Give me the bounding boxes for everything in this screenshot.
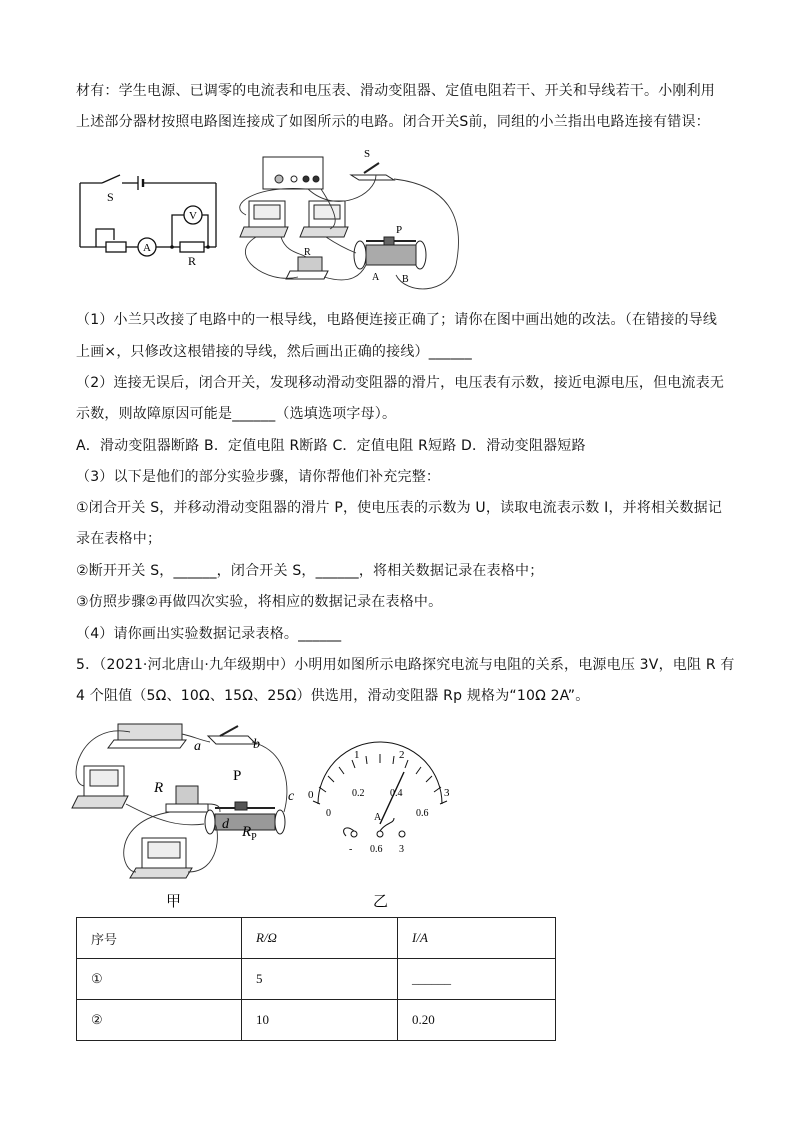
question-1-line-2: 上画×，只修改这根错接的导线，然后画出正确的接线）______ bbox=[76, 344, 472, 360]
scale-top-2: 2 bbox=[399, 749, 405, 761]
apparatus-label-b: B bbox=[402, 274, 409, 285]
scale-top-3: 3 bbox=[444, 787, 450, 799]
table-header-row bbox=[77, 918, 556, 959]
caption-yi: 乙 bbox=[373, 894, 389, 910]
scale-bottom-0: 0 bbox=[326, 808, 331, 819]
label-p: P bbox=[233, 768, 242, 784]
row-2-i: 0.20 bbox=[398, 1000, 556, 1041]
meter-dial bbox=[314, 742, 446, 812]
row-1-i: ______ bbox=[398, 959, 556, 1000]
scale-bottom-1: 0.2 bbox=[352, 788, 365, 799]
problem-5-line-2: 4 个阻值（5Ω、10Ω、15Ω、25Ω）供选用，滑动变阻器 Rp 规格为“10Ω 2A”。 bbox=[76, 688, 590, 704]
figure-circuit-2 bbox=[70, 712, 470, 912]
label-c: c bbox=[288, 789, 295, 804]
row-2-no: ② bbox=[77, 1000, 242, 1041]
paragraph-materials-1: 材有：学生电源、已调零的电流表和电压表、滑动变阻器、定值电阻若干、开关和导线若干。小刚利用 bbox=[76, 83, 715, 99]
question-3-intro: （3）以下是他们的部分实验步骤，请你帮他们补充完整： bbox=[76, 469, 441, 485]
caption-jia: 甲 bbox=[166, 894, 182, 910]
apparatus-label-a: A bbox=[372, 272, 380, 283]
apparatus-drawing bbox=[240, 157, 426, 279]
table-row bbox=[77, 959, 556, 1000]
schematic-label-v: V bbox=[189, 210, 197, 222]
question-4: （4）请你画出实验数据记录表格。______ bbox=[76, 626, 342, 642]
step-1-line-1: ①闭合开关 S，并移动滑动变阻器的滑片 P，使电压表的示数为 U，读取电流表示数 I，并将相关数据记 bbox=[76, 500, 723, 516]
problem-5-line-1: 5．（2021·河北唐山·九年级期中）小明用如图所示电路探究电流与电阻的关系，电源电压 3V，电阻 R 有 bbox=[76, 657, 735, 673]
question-2-options: A．滑动变阻器断路 B．定值电阻 R断路 C．定值电阻 R短路 D．滑动变阻器短路 bbox=[76, 438, 586, 454]
apparatus-label-p: P bbox=[396, 224, 403, 236]
scale-bottom-2: 0.4 bbox=[390, 788, 403, 799]
label-a: a bbox=[194, 739, 201, 754]
schematic-label-s: S bbox=[107, 190, 114, 204]
label-r: R bbox=[154, 780, 164, 796]
figure-circuit-1 bbox=[76, 145, 476, 295]
step-2: ②断开开关 S，______，闭合开关 S，______，将相关数据记录在表格中； bbox=[76, 563, 544, 579]
step-1-line-2: 录在表格中； bbox=[76, 531, 162, 547]
schematic-label-a: A bbox=[143, 242, 151, 254]
apparatus-label-r: R bbox=[304, 247, 311, 258]
row-1-r: 5 bbox=[242, 959, 398, 1000]
question-2-line-1: （2）连接无误后，闭合开关，发现移动滑动变阻器的滑片，电压表有示数，接近电源电压，但电流表无 bbox=[76, 375, 725, 391]
label-rp: $R_P$ bbox=[242, 824, 257, 843]
terminal-0.6: 0.6 bbox=[370, 844, 383, 855]
row-1-no: ① bbox=[77, 959, 242, 1000]
label-d: d bbox=[222, 817, 229, 832]
table-row bbox=[77, 1000, 556, 1041]
question-2-line-2: 示数，则故障原因可能是______（选填选项字母）。 bbox=[76, 406, 397, 422]
label-b: b bbox=[253, 737, 260, 752]
paragraph-materials-2: 上述部分器材按照电路图连接成了如图所示的电路。闭合开关S前，同组的小兰指出电路连接有错误： bbox=[76, 114, 710, 130]
question-1-line-1: （1）小兰只改接了电路中的一根导线，电路便连接正确了；请你在图中画出她的改法。（在错接的导线 bbox=[76, 312, 718, 328]
scale-top-0: 0 bbox=[308, 789, 314, 801]
header-i: I/A bbox=[398, 918, 556, 959]
meter-unit: A bbox=[374, 812, 382, 823]
header-r: R/Ω bbox=[242, 918, 398, 959]
terminal-minus: - bbox=[349, 844, 353, 855]
scale-top-1: 1 bbox=[354, 749, 360, 761]
header-no: 序号 bbox=[77, 918, 242, 959]
data-table bbox=[76, 917, 556, 1041]
schematic-label-r: R bbox=[188, 254, 197, 268]
step-3: ③仿照步骤②再做四次实验，将相应的数据记录在表格中。 bbox=[76, 594, 443, 610]
row-2-r: 10 bbox=[242, 1000, 398, 1041]
apparatus-label-s: S bbox=[364, 148, 371, 160]
terminal-3: 3 bbox=[399, 844, 404, 855]
scale-bottom-3: 0.6 bbox=[416, 808, 429, 819]
